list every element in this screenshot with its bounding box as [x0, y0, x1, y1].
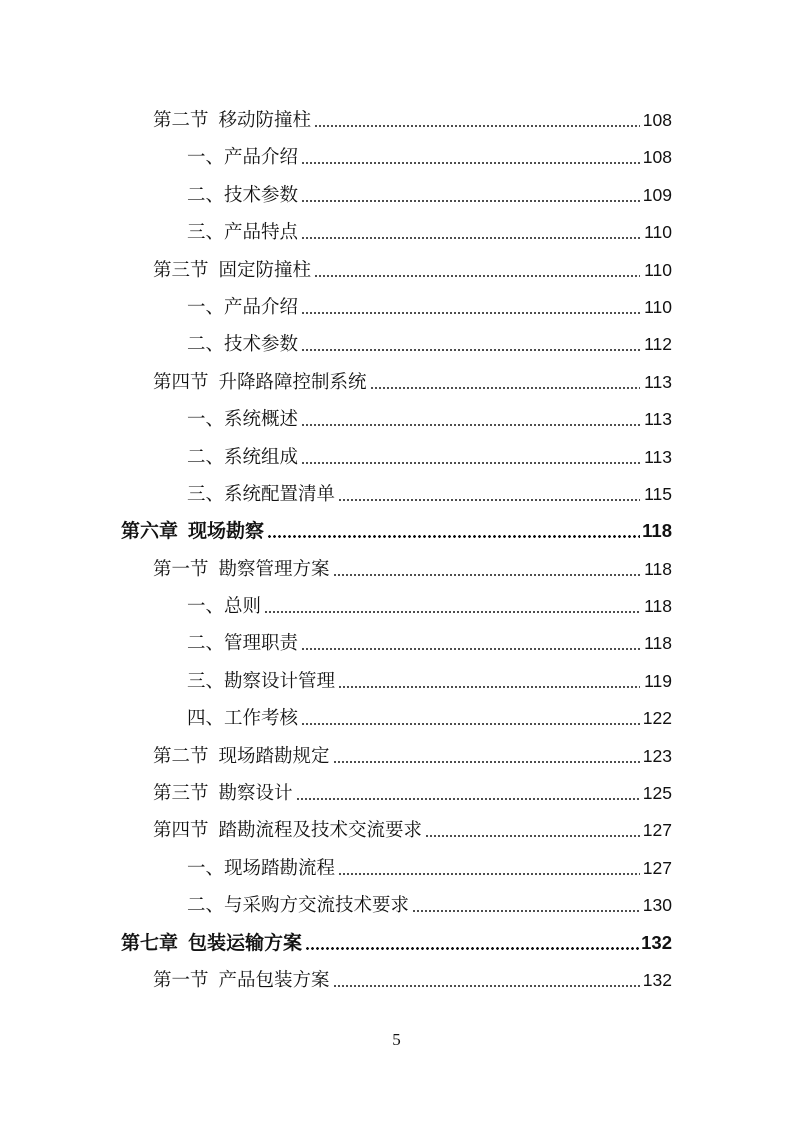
- dot-leader: [301, 630, 640, 656]
- toc-entry-page: 109: [642, 184, 672, 205]
- toc-entry: [0, 287, 793, 324]
- toc-entry: [0, 960, 793, 997]
- toc-entry-number: 第四节: [153, 371, 209, 393]
- toc-chapter-entry: [0, 923, 793, 960]
- toc-entry-page: 118: [642, 520, 672, 542]
- toc-entry-title: 总则: [224, 596, 262, 618]
- toc-entry-page: 127: [642, 857, 672, 878]
- toc-entry-number: 二、: [187, 334, 225, 356]
- toc-entry: [0, 848, 793, 885]
- toc-entry-page: 108: [642, 147, 672, 168]
- toc-entry-title: 管理职责: [224, 633, 299, 655]
- toc-entry-title: 系统配置清单: [224, 483, 336, 505]
- dot-leader: [301, 219, 640, 245]
- toc-link[interactable]: [187, 593, 672, 619]
- toc-entry-number: 二、: [187, 633, 225, 655]
- toc-link[interactable]: [153, 780, 672, 806]
- toc-link[interactable]: [187, 144, 672, 170]
- toc-entry-page: 119: [644, 670, 672, 691]
- toc-entry-page: 123: [642, 745, 672, 766]
- toc-entry-page: 132: [642, 969, 672, 990]
- toc-entry-title: 现场勘察: [188, 520, 265, 543]
- toc-entry-title: 现场踏勘规定: [218, 745, 330, 767]
- toc-entry-page: 125: [642, 783, 672, 804]
- dot-leader: [333, 967, 640, 993]
- dot-leader: [338, 855, 640, 881]
- dot-leader: [314, 257, 640, 283]
- toc-entry: [0, 437, 793, 474]
- dot-leader: [301, 705, 640, 731]
- dot-leader: [333, 556, 640, 582]
- toc-entry-number: 一、: [187, 147, 225, 169]
- toc-entry-page: 113: [644, 446, 672, 467]
- dot-leader: [425, 817, 640, 843]
- toc-entry-number: 一、: [187, 596, 225, 618]
- toc-entry-title: 现场踏勘流程: [224, 857, 336, 879]
- toc-entry: [0, 362, 793, 399]
- toc-entry-number: 二、: [187, 446, 225, 468]
- toc-link[interactable]: [153, 107, 672, 133]
- toc-link[interactable]: [153, 556, 672, 582]
- toc-link[interactable]: [153, 817, 672, 843]
- toc-entry-page: 127: [642, 820, 672, 841]
- toc-entry: [0, 250, 793, 287]
- toc-entry-title: 勘察管理方案: [218, 558, 330, 580]
- toc-entry-page: 110: [644, 296, 672, 317]
- toc-entry-title: 与采购方交流技术要求: [224, 895, 410, 917]
- toc-entry-number: 三、: [187, 670, 225, 692]
- toc-entry-number: 第一节: [153, 969, 209, 991]
- toc-entry-page: 130: [642, 895, 672, 916]
- toc-entry-title: 系统组成: [224, 446, 299, 468]
- dot-leader: [314, 107, 640, 133]
- toc-entry: [0, 399, 793, 436]
- toc-link[interactable]: [187, 444, 672, 470]
- dot-leader: [370, 369, 640, 395]
- toc-entry: [0, 212, 793, 249]
- toc-entry-number: 四、: [187, 708, 225, 730]
- toc-entry-number: 第六章: [121, 520, 179, 543]
- toc-entry-number: 第二节: [153, 110, 209, 131]
- dot-leader: [267, 518, 640, 544]
- toc-link[interactable]: [187, 331, 672, 357]
- toc-link[interactable]: [121, 518, 672, 544]
- toc-entry-title: 升降路障控制系统: [218, 371, 367, 393]
- toc-entry-page: 113: [644, 409, 672, 430]
- toc-entry-title: 包装运输方案: [188, 931, 303, 954]
- toc-entry: [0, 661, 793, 698]
- toc-entry: [0, 586, 793, 623]
- toc-entry-number: 三、: [187, 222, 225, 244]
- toc-entry-number: 第三节: [153, 259, 209, 281]
- toc-entry: [0, 324, 793, 361]
- dot-leader: [296, 780, 640, 806]
- toc-entry-title: 产品介绍: [224, 147, 299, 169]
- toc-link[interactable]: [187, 630, 672, 656]
- toc-entry-number: 二、: [187, 895, 225, 917]
- toc-entry: [0, 474, 793, 511]
- toc-link[interactable]: [187, 481, 672, 507]
- toc-link[interactable]: [153, 257, 672, 283]
- toc-entry: [0, 175, 793, 212]
- toc-link[interactable]: [187, 892, 672, 918]
- toc-entry-number: 二、: [187, 184, 225, 206]
- toc-entry-title: 移动防撞柱: [218, 110, 312, 131]
- toc-entry-number: 第四节: [153, 820, 209, 842]
- dot-leader: [412, 892, 640, 918]
- toc-link[interactable]: [153, 369, 672, 395]
- table-of-contents: [0, 100, 793, 997]
- page-number: 5: [392, 1030, 401, 1049]
- toc-link[interactable]: [187, 855, 672, 881]
- dot-leader: [333, 743, 640, 769]
- toc-entry-number: 第三节: [153, 783, 209, 805]
- toc-entry-page: 112: [644, 334, 672, 355]
- toc-link[interactable]: [187, 182, 672, 208]
- toc-entry: [0, 549, 793, 586]
- dot-leader: [301, 444, 640, 470]
- toc-entry-page: 118: [644, 596, 672, 617]
- toc-entry: [0, 736, 793, 773]
- dot-leader: [338, 668, 640, 694]
- dot-leader: [301, 182, 640, 208]
- toc-entry-title: 技术参数: [224, 184, 299, 206]
- toc-entry-page: 110: [644, 259, 672, 280]
- dot-leader: [338, 481, 640, 507]
- toc-entry-title: 产品特点: [224, 222, 299, 244]
- toc-entry-number: 三、: [187, 483, 225, 505]
- toc-entry: [0, 773, 793, 810]
- toc-entry: [0, 810, 793, 847]
- toc-entry-number: 一、: [187, 857, 225, 879]
- toc-entry-title: 勘察设计: [218, 783, 293, 805]
- toc-entry-page: 122: [642, 708, 672, 729]
- toc-entry-page: 132: [641, 931, 672, 953]
- toc-entry-page: 110: [644, 222, 672, 243]
- dot-leader: [305, 930, 639, 956]
- toc-chapter-entry: [0, 511, 793, 548]
- toc-entry: [0, 623, 793, 660]
- toc-link[interactable]: [121, 930, 672, 956]
- toc-entry-title: 勘察设计管理: [224, 670, 336, 692]
- toc-entry-page: 118: [644, 558, 672, 579]
- toc-entry-title: 踏勘流程及技术交流要求: [218, 820, 423, 842]
- toc-entry-title: 工作考核: [224, 708, 299, 730]
- toc-link[interactable]: [187, 705, 672, 731]
- toc-entry-number: 第二节: [153, 745, 209, 767]
- toc-entry-page: 118: [644, 633, 672, 654]
- toc-entry-title: 技术参数: [224, 334, 299, 356]
- dot-leader: [301, 331, 640, 357]
- toc-entry-number: 一、: [187, 409, 225, 431]
- toc-entry: [0, 100, 793, 137]
- dot-leader: [264, 593, 640, 619]
- toc-entry: [0, 885, 793, 922]
- toc-entry-title: 产品介绍: [224, 296, 299, 318]
- toc-entry-title: 固定防撞柱: [218, 259, 312, 281]
- toc-entry-number: 一、: [187, 296, 225, 318]
- toc-entry-title: 系统概述: [224, 409, 299, 431]
- toc-entry-number: 第一节: [153, 558, 209, 580]
- toc-entry: [0, 137, 793, 174]
- toc-entry: [0, 698, 793, 735]
- toc-link[interactable]: [187, 294, 672, 320]
- dot-leader: [301, 406, 640, 432]
- toc-entry-page: 115: [644, 483, 672, 504]
- toc-link[interactable]: [187, 406, 672, 432]
- dot-leader: [301, 294, 640, 320]
- toc-entry-page: 108: [642, 110, 672, 130]
- toc-link[interactable]: [153, 967, 672, 993]
- toc-link[interactable]: [187, 219, 672, 245]
- toc-link[interactable]: [187, 668, 672, 694]
- dot-leader: [301, 144, 640, 170]
- toc-entry-page: 113: [644, 371, 672, 392]
- toc-entry-number: 第七章: [121, 931, 179, 954]
- toc-link[interactable]: [153, 743, 672, 769]
- toc-entry-title: 产品包装方案: [218, 969, 330, 991]
